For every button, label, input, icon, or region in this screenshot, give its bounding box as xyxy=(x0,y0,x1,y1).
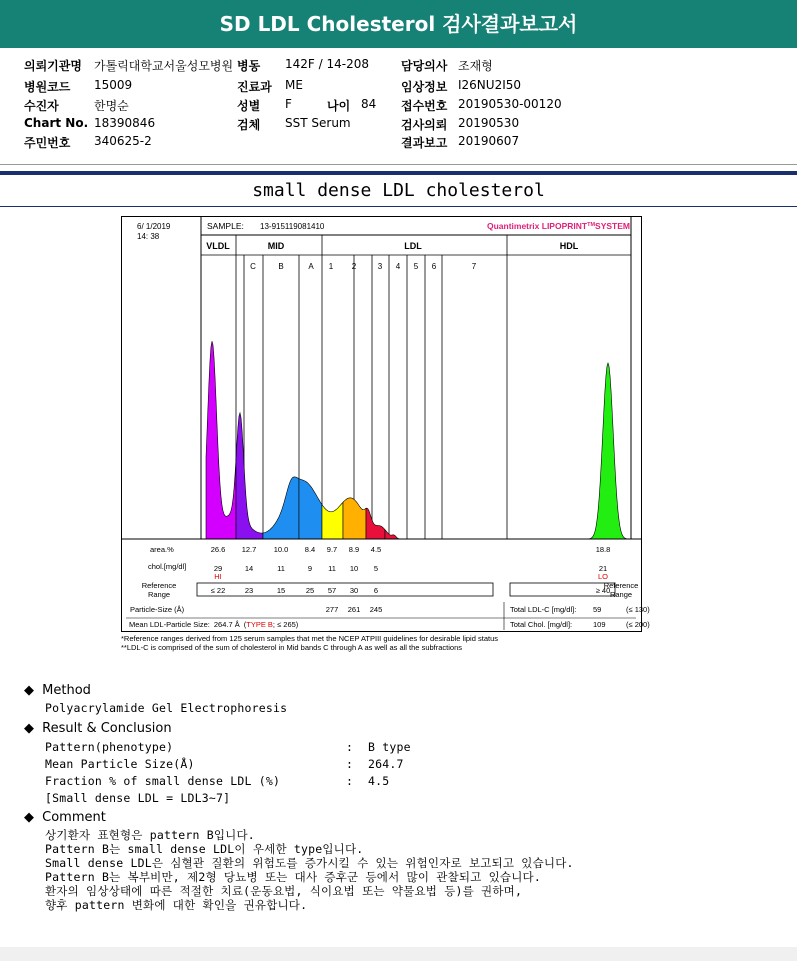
reference-value: 15 xyxy=(276,586,286,595)
info-value: 142F / 14-208 xyxy=(285,57,369,71)
info-value: 18390846 xyxy=(94,116,156,130)
area-value: 9.7 xyxy=(326,545,338,554)
type-open: ( xyxy=(243,620,247,629)
band-label-5: 5 xyxy=(413,262,419,271)
row-label-range: Range xyxy=(147,590,171,599)
comment-heading-text: Comment xyxy=(42,810,106,825)
right-label-reference: Reference xyxy=(603,581,639,590)
area-value: 4.5 xyxy=(370,545,382,554)
figure-date: 6/ 1/2019 xyxy=(137,222,171,231)
comment-line: Small dense LDL은 심혈관 질환의 위험도를 증가시킬 수 있는 위험인자로 보고되고 있습니다. xyxy=(45,856,574,870)
flag-hdl-low: LO xyxy=(597,572,609,581)
info-value: 84 xyxy=(361,97,377,111)
diamond-icon: ◆ xyxy=(24,810,34,825)
mean-ldl-size xyxy=(129,620,299,629)
total-chol-reference: (≤ 200) xyxy=(626,620,650,629)
info-value: I26NU2I50 xyxy=(458,78,522,92)
reference-value: 23 xyxy=(244,586,254,595)
info-value: SST Serum xyxy=(285,116,351,130)
reference-value: 30 xyxy=(349,586,359,595)
sample-label: SAMPLE: xyxy=(207,221,244,231)
lipoprint-figure xyxy=(121,216,650,632)
system-brand-name: Quantimetrix LIPOPRINT xyxy=(486,221,588,231)
info-label: 임상정보 xyxy=(401,80,448,94)
flag-vldl-high: HI xyxy=(214,572,222,581)
total-chol-label: Total Chol. [mg/dl]: xyxy=(510,620,573,629)
result-heading-text: Result & Conclusion xyxy=(42,721,172,736)
group-mid: MID xyxy=(267,241,285,251)
info-value: 가톨릭대학교서울성모병원 xyxy=(94,59,234,73)
diamond-icon: ◆ xyxy=(24,683,34,698)
info-label: 나이 xyxy=(327,99,351,113)
reference-value: 25 xyxy=(305,586,315,595)
info-value: 20190530 xyxy=(458,116,520,130)
result-pattern-value: B type xyxy=(368,740,411,754)
section-divider xyxy=(0,171,797,175)
chol-value: 10 xyxy=(349,564,359,573)
area-value: 10.0 xyxy=(273,545,289,554)
info-value: 한명순 xyxy=(94,99,129,113)
area-value-hdl: 18.8 xyxy=(595,545,611,554)
info-value: F xyxy=(285,97,292,111)
method-heading-text: Method xyxy=(42,683,91,698)
total-ldl-value: 59 xyxy=(593,605,602,614)
info-value: 340625-2 xyxy=(94,134,152,148)
total-chol-value: 109 xyxy=(593,620,606,629)
mean-ldl-value: 264.7 Å xyxy=(213,620,240,629)
report-title: SD LDL Cholesterol 검사결과보고서 xyxy=(219,12,578,36)
group-vldl: VLDL xyxy=(206,241,230,251)
reference-value: 57 xyxy=(327,586,337,595)
band-label-6: 6 xyxy=(431,262,437,271)
chol-value: 29 xyxy=(213,564,223,573)
method-text: Polyacrylamide Gel Electrophoresis xyxy=(45,701,288,715)
comment-heading xyxy=(24,810,106,825)
info-label: 병동 xyxy=(237,59,261,73)
area-value: 26.6 xyxy=(210,545,226,554)
particle-size-row xyxy=(326,605,383,614)
comment-line: 향후 pattern 변화에 대한 확인을 권유합니다. xyxy=(45,898,308,912)
divider xyxy=(0,164,797,165)
footnote-reference-ranges: *Reference ranges derived from 125 serum samples that met the NCEP ATPIII guidelines for desirable lipid status xyxy=(121,634,498,643)
mean-ldl-label: Mean LDL-Particle Size: xyxy=(129,620,210,629)
reference-value: 6 xyxy=(373,586,379,595)
info-label: 수진자 xyxy=(24,99,59,113)
reference-value: ≤ 22 xyxy=(210,586,226,595)
comment-line: 상기환자 표현형은 pattern B입니다. xyxy=(45,828,255,842)
total-ldl-reference: (≤ 130) xyxy=(626,605,650,614)
result-size-colon: : xyxy=(346,757,354,771)
info-label: 결과보고 xyxy=(401,136,448,150)
comment-line: Pattern B는 small dense LDL이 우세한 type입니다. xyxy=(45,842,364,856)
group-hdl: HDL xyxy=(559,241,579,251)
row-label-reference: Reference xyxy=(141,581,177,590)
band-label-C: C xyxy=(250,262,256,271)
comment-line: 환자의 임상상태에 따른 적절한 치료(운동요법, 식이요법 또는 약물요법 등)를 권하며, xyxy=(45,884,523,898)
info-label: 의뢰기관명 xyxy=(24,59,82,73)
total-ldl-label: Total LDL-C [mg/dl]: xyxy=(510,605,577,614)
particle-size-value: 277 xyxy=(325,605,339,614)
area-value: 8.9 xyxy=(348,545,360,554)
figure-border xyxy=(122,217,642,632)
info-label: 검사의뢰 xyxy=(401,118,448,132)
footnote-ldl-c: **LDL-C is comprised of the sum of cholesterol in Mid bands C through A as well as all the subfractions xyxy=(121,643,463,652)
result-pattern-colon: : xyxy=(346,740,354,754)
row-label-chol: chol.[mg/dl] xyxy=(148,562,187,571)
info-value: 조재형 xyxy=(458,59,493,73)
result-note: [Small dense LDL = LDL3~7] xyxy=(45,791,231,805)
info-label: 성별 xyxy=(237,99,261,113)
section-underline xyxy=(0,206,797,207)
type-label: TYPE B xyxy=(246,620,273,629)
type-close: ; ≤ 265) xyxy=(272,620,299,629)
figure-time: 14: 38 xyxy=(137,232,160,241)
area-value: 12.7 xyxy=(241,545,257,554)
chol-value: 11 xyxy=(328,564,336,573)
info-value: 15009 xyxy=(94,78,133,92)
comment-line: Pattern B는 복부비만, 제2형 당뇨병 또는 대사 증후군 등에서 많이 관찰되고 있습니다. xyxy=(45,870,541,884)
info-label: Chart No. xyxy=(24,116,89,130)
system-brand xyxy=(487,221,630,231)
reference-value-hdl: ≥ 40 xyxy=(595,586,611,595)
info-label: 검체 xyxy=(237,118,261,132)
info-label: 병원코드 xyxy=(24,80,71,94)
chol-value: 11 xyxy=(277,564,285,573)
band-label-1: 1 xyxy=(328,262,334,271)
result-fraction-value: 4.5 xyxy=(368,774,390,788)
band-label-7: 7 xyxy=(471,262,477,271)
system-brand-tm: TM xyxy=(587,222,596,228)
chol-value: 5 xyxy=(373,564,379,573)
row-label-particle-size: Particle-Size (Å) xyxy=(130,605,185,614)
footer-band xyxy=(0,947,797,961)
info-label: 접수번호 xyxy=(401,99,448,113)
particle-size-value: 245 xyxy=(369,605,383,614)
band-label-B: B xyxy=(278,262,284,271)
result-fraction-colon: : xyxy=(346,774,354,788)
chol-value: 14 xyxy=(244,564,254,573)
info-value: ME xyxy=(285,78,303,92)
info-label: 주민번호 xyxy=(24,136,71,150)
method-heading xyxy=(24,683,91,698)
band-label-4: 4 xyxy=(395,262,401,271)
diamond-icon: ◆ xyxy=(24,721,34,736)
result-size-label: Mean Particle Size(Å) xyxy=(45,757,195,771)
chol-value: 9 xyxy=(307,564,313,573)
sample-id: 13-915119081410 xyxy=(260,222,325,231)
info-value: 20190530-00120 xyxy=(458,97,562,111)
result-size-value: 264.7 xyxy=(368,757,404,771)
particle-size-value: 261 xyxy=(347,605,361,614)
band-label-3: 3 xyxy=(377,262,383,271)
system-brand-suffix: SYSTEM xyxy=(595,221,630,231)
chol-value-hdl: 21 xyxy=(598,564,608,573)
section-title: small dense LDL cholesterol xyxy=(252,180,545,201)
band-label-2: 2 xyxy=(351,262,357,271)
row-label-area: area.% xyxy=(150,545,174,554)
info-label: 담당의사 xyxy=(401,59,448,73)
group-ldl: LDL xyxy=(404,241,422,251)
result-pattern-label: Pattern(phenotype) xyxy=(45,740,174,754)
right-label-range: Range xyxy=(609,590,633,599)
info-label: 진료과 xyxy=(237,80,272,94)
band-label-A: A xyxy=(308,262,314,271)
result-fraction-label: Fraction % of small dense LDL (%) xyxy=(45,774,281,788)
result-heading xyxy=(24,721,172,736)
area-value: 8.4 xyxy=(304,545,316,554)
info-value: 20190607 xyxy=(458,134,520,148)
